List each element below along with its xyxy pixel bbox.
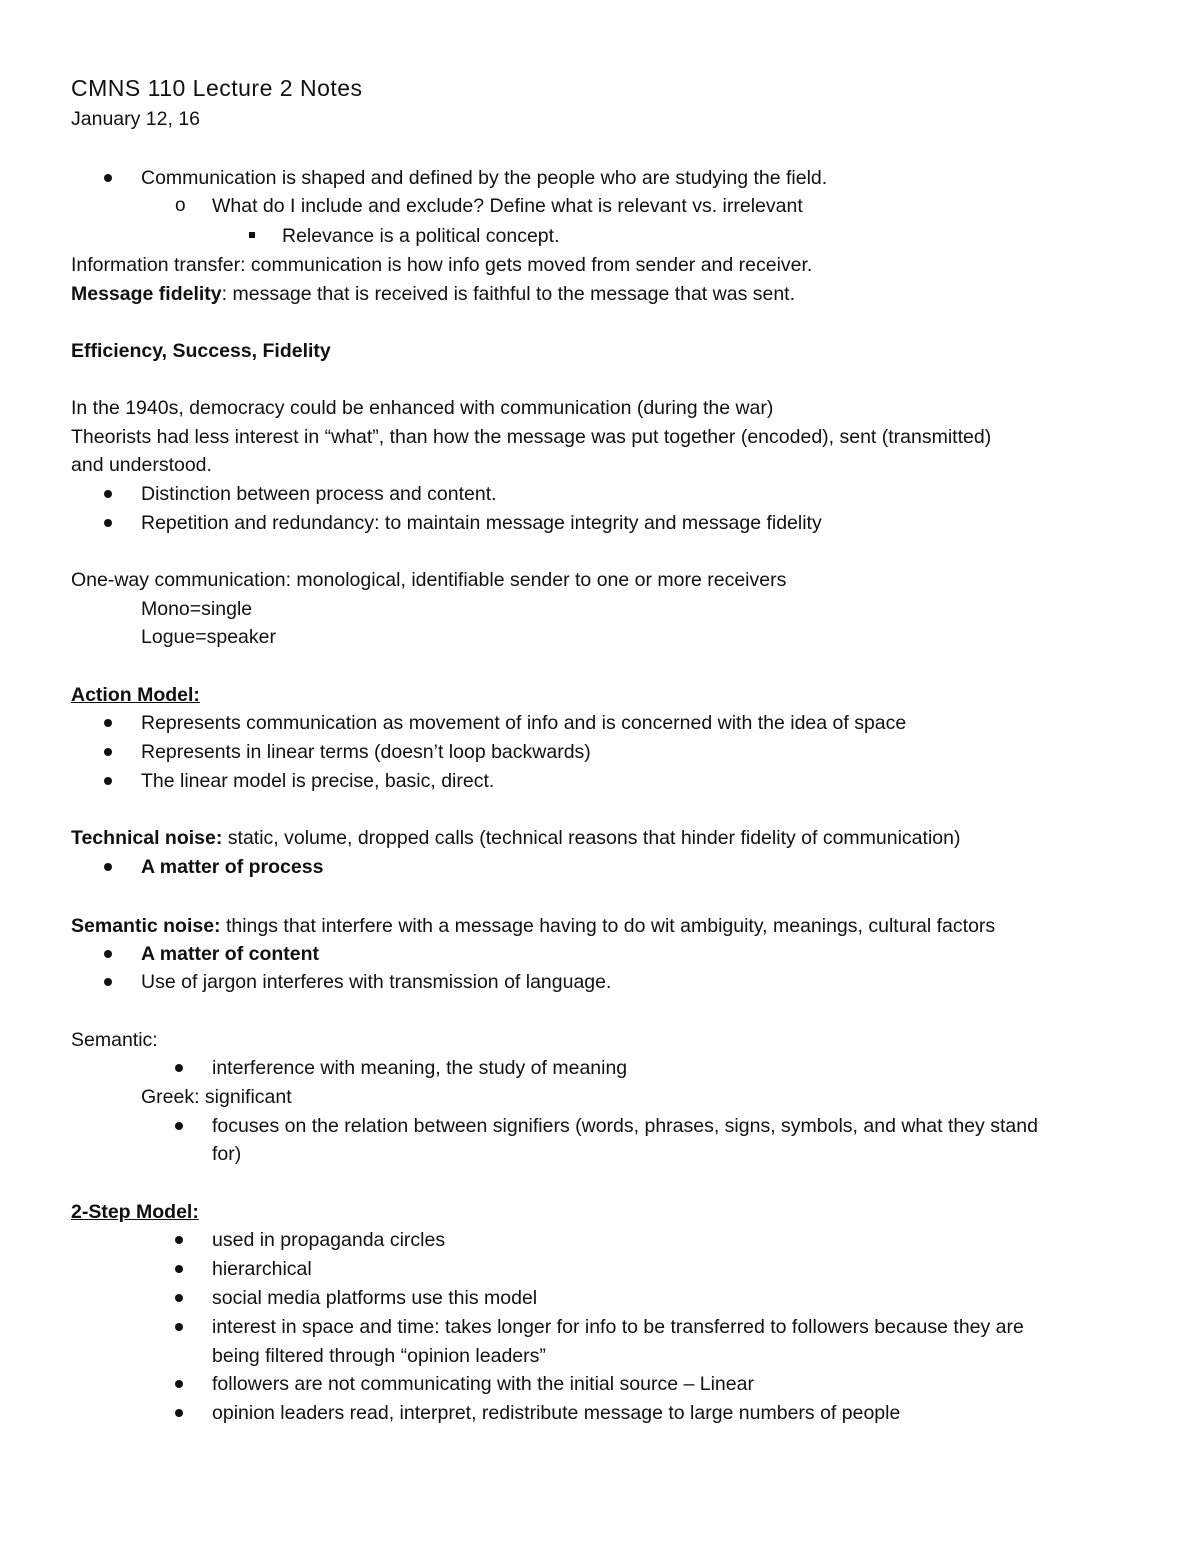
efficiency-p2b: and understood.	[71, 454, 212, 476]
bullet-icon	[175, 1265, 183, 1273]
action-bullet-1: Represents communication as movement of info and is concerned with the idea of space	[141, 712, 907, 734]
intro-subsub-bullet: Relevance is a political concept.	[282, 225, 560, 247]
semantic-greek: Greek: significant	[141, 1086, 292, 1108]
bullet-icon	[104, 719, 112, 727]
twostep-bullet-5: followers are not communicating with the initial source – Linear	[212, 1373, 754, 1395]
technical-noise-line	[71, 824, 960, 853]
message-fidelity-def: : message that is received is faithful to the message that was sent.	[221, 283, 796, 305]
bullet-icon	[104, 978, 112, 986]
bullet-icon	[104, 748, 112, 756]
bullet-icon	[175, 1064, 183, 1072]
action-bullet-3: The linear model is precise, basic, direct.	[141, 770, 495, 792]
efficiency-bullet-1: Distinction between process and content.	[141, 483, 497, 505]
bullet-icon	[104, 777, 112, 785]
square-bullet-icon	[249, 232, 255, 238]
bullet-icon	[104, 950, 112, 958]
technical-noise-def: static, volume, dropped calls (technical reasons that hinder fidelity of communication)	[222, 827, 961, 849]
bullet-icon	[175, 1236, 183, 1244]
semantic-bullet-1: interference with meaning, the study of meaning	[212, 1057, 628, 1079]
oneway-paragraph: One-way communication: monological, identifiable sender to one or more receivers	[71, 569, 787, 591]
semantic-label: Semantic:	[71, 1029, 158, 1051]
semantic-bullet-2b: for)	[212, 1143, 242, 1165]
efficiency-p1: In the 1940s, democracy could be enhanced with communication (during the war)	[71, 397, 774, 419]
two-step-heading: 2-Step Model:	[71, 1201, 199, 1223]
twostep-bullet-4a: interest in space and time: takes longer for info to be transferred to followers because they are	[212, 1316, 1024, 1338]
bullet-icon	[104, 519, 112, 527]
semantic-noise-term: Semantic noise:	[71, 915, 221, 937]
info-transfer-line: Information transfer: communication is how info gets moved from sender and receiver.	[71, 254, 813, 276]
semantic-bullet-2a: focuses on the relation between signifiers (words, phrases, signs, symbols, and what they stand	[212, 1115, 1038, 1137]
bullet-icon	[175, 1409, 183, 1417]
bullet-icon	[175, 1294, 183, 1302]
efficiency-bullet-2: Repetition and redundancy: to maintain message integrity and message fidelity	[141, 512, 822, 534]
semantic-noise-line	[71, 912, 995, 941]
bullet-icon	[104, 863, 112, 871]
bullet-icon	[104, 174, 112, 182]
twostep-bullet-1: used in propaganda circles	[212, 1229, 446, 1251]
twostep-bullet-3: social media platforms use this model	[212, 1287, 538, 1309]
page-title: CMNS 110 Lecture 2 Notes	[71, 75, 363, 101]
bullet-icon	[175, 1323, 183, 1331]
message-fidelity-line	[71, 280, 795, 309]
twostep-bullet-2: hierarchical	[212, 1258, 312, 1280]
technical-noise-term: Technical noise:	[71, 827, 223, 849]
efficiency-p2a: Theorists had less interest in “what”, than how the message was put together (encoded), sent (transmitted)	[71, 426, 992, 448]
semnoise-bullet-2: Use of jargon interferes with transmission of language.	[141, 971, 612, 993]
action-model-heading: Action Model:	[71, 684, 200, 706]
date-line: January 12, 16	[71, 108, 201, 130]
oneway-mono: Mono=single	[141, 598, 253, 620]
message-fidelity-term: Message fidelity	[71, 283, 222, 305]
action-bullet-2: Represents in linear terms (doesn’t loop backwards)	[141, 741, 591, 763]
bullet-icon	[104, 490, 112, 498]
semantic-noise-def: things that interfere with a message having to do wit ambiguity, meanings, cultural factors	[220, 915, 996, 937]
twostep-bullet-4b: being filtered through “opinion leaders”	[212, 1345, 546, 1367]
technical-bullet-1: A matter of process	[141, 856, 324, 878]
oneway-logue: Logue=speaker	[141, 626, 276, 648]
semnoise-bullet-1: A matter of content	[141, 943, 320, 965]
bullet-icon	[175, 1122, 183, 1130]
efficiency-heading: Efficiency, Success, Fidelity	[71, 340, 331, 362]
twostep-bullet-6: opinion leaders read, interpret, redistribute message to large numbers of people	[212, 1402, 901, 1424]
bullet-icon	[175, 1380, 183, 1388]
intro-sub-bullet: What do I include and exclude? Define what is relevant vs. irrelevant	[212, 195, 803, 217]
intro-bullet-1: Communication is shaped and defined by the people who are studying the field.	[141, 167, 828, 189]
circle-bullet-icon: o	[175, 195, 186, 216]
